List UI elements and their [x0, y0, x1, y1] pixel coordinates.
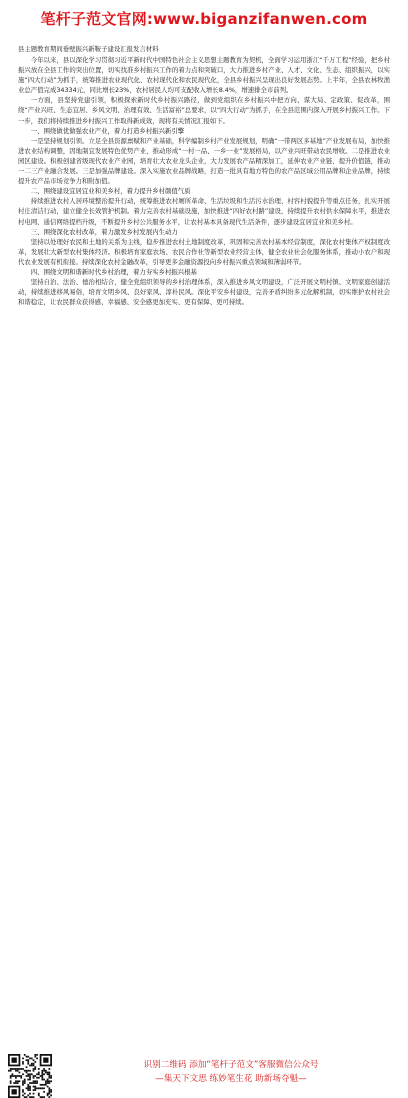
section-heading: 二、围绕建设宜居宜业和美乡村，着力提升乡村颜值气质 [30, 187, 191, 196]
footer [0, 524, 408, 1084]
section-heading: 三、围绕深化农村改革，着力激发乡村发展内生动力 [30, 227, 178, 236]
brand-watermark[interactable]: 笔杆子范文官网:www.biganzifanwen.com [40, 10, 368, 28]
promo-line-2: —集天下文思 练妙笔生花 助新场夺魁— [155, 1074, 307, 1084]
document-title: 县主题教育期间垂壁振兴新鞍子建设汇报发言材料 [18, 45, 159, 53]
site-header [0, 0, 408, 38]
body-paragraph: 今年以来，县以深化学习贯彻习近平新时代中国特色社会主义思想主题教育为契机，全面学习运用浙江“千万工程”经验，把乡村振兴放在全县工作的突出位置，切实找准乡村振兴工作的着力点和突破口，大力推进乡村产业、人才、文化、生态、组织振兴，以实施“四大行动”为抓手，统筹推进农业现代化、农村现代化和农民现代化，全县乡村振兴呈现出良好发展态势。上半年，全县农林牧渔业总产值完成34334元，同比增长23%，农村居民人均可支配收入增长8.4%，增速排全市前列。 [18, 56, 390, 95]
section-heading: 一、围绕做优做强农业产业，着力打造乡村振兴新引擎 [30, 126, 185, 135]
footer-promo [60, 1058, 402, 1086]
body-paragraph: 一是坚持规划引领。立足全县资源禀赋和产业基础，科学编制乡村产业发展规划，明确“一带两区多基地”产业发展布局，加快推进农业结构调整，因地制宜发展特色优势产业，推动形成“一村一品、一乡一业”发展格局，以产业兴旺带动农民增收。二是推进农业园区建设。积极创建省级现代农业产业园，培育壮大农业龙头企业，大力发展农产品精深加工，延伸农业产业链、提升价值链，推动一二三产业融合发展。三是加强品牌建设。深入实施农业品牌战略，打造一批具有地方特色的农产品区域公用品牌和企业品牌，持续提升农产品市场竞争力和附加值。 [18, 136, 390, 186]
promo-line-1: 识别二维码 添加“笔杆子范文”客服微信公众号 [143, 1060, 319, 1070]
qr-code-graphic [8, 1054, 52, 1098]
body-paragraph: 一方面，县坚持党建引领，积极探索新时代乡村振兴路径，做到党组织在乡村振兴中把方向、谋大局、定政策、促改革，围绕“产业兴旺、生态宜居、乡风文明、治理有效、生活富裕”总要求，以“四大行动”为抓手，在全县范围内深入开展乡村振兴工作。下一步，我们将持续推进乡村振兴工作取得新成效，现将有关情况汇报如下。 [18, 96, 390, 125]
body-paragraph: 持续推进农村人居环境整治提升行动，统筹推进农村厕所革命、生活垃圾和生活污水治理、村容村貌提升等重点任务，扎实开展村庄清洁行动，建立健全长效管护机制。着力完善农村基础设施，加快推进“四好农村路”建设，持续提升农村供水保障水平，推进农村电网、通信网络提档升级，不断提升乡村公共服务水平，让农村基本具备现代生活条件，逐步建设宜居宜业和美乡村。 [18, 197, 390, 226]
document-paragraphs [18, 55, 390, 307]
body-paragraph: 坚持以处理好农民和土地的关系为主线，稳步推进农村土地制度改革，巩固和完善农村基本经营制度，深化农村集体产权制度改革，发展壮大新型农村集体经济。积极培育家庭农场、农民合作社等新型农业经营主体，健全农业社会化服务体系，推动小农户和现代农业发展有机衔接。持续深化农村金融改革，引导更多金融资源投向乡村振兴重点领域和薄弱环节。 [18, 237, 390, 266]
document-body [18, 44, 390, 307]
body-paragraph: 坚持自治、法治、德治相结合，健全党组织领导的乡村治理体系，深入推进乡风文明建设，广泛开展文明村镇、文明家庭创建活动，持续推进移风易俗，培育文明乡风、良好家风、淳朴民风。深化平安乡村建设，完善矛盾纠纷多元化解机制，切实维护农村社会和谐稳定，让农民群众获得感、幸福感、安全感更加充实、更有保障、更可持续。 [18, 278, 390, 307]
section-heading: 四、围绕文明和谐新时代乡村治理，着力夯实乡村振兴根基 [30, 267, 197, 276]
qr-code-icon[interactable] [8, 1054, 52, 1098]
